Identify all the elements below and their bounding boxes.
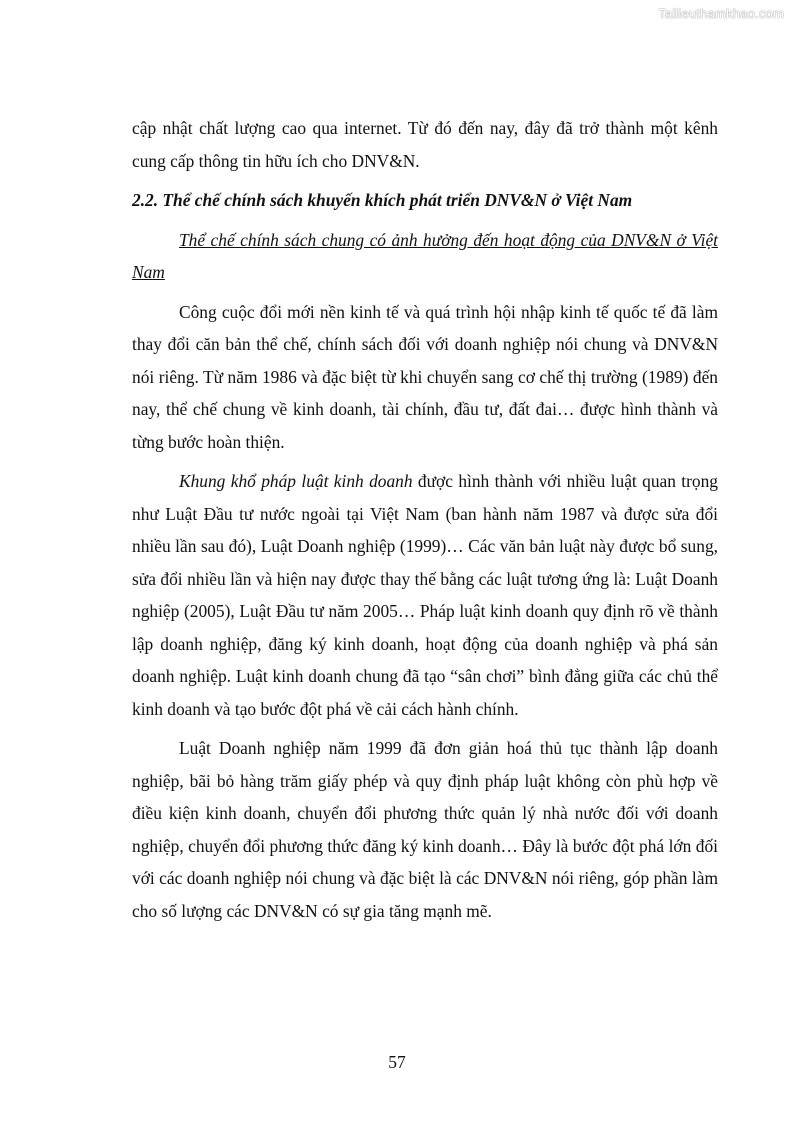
paragraph xyxy=(132,465,718,725)
document-body xyxy=(132,112,718,927)
section-heading: 2.2. Thể chế chính sách khuyến khích phát triển DNV&N ở Việt Nam xyxy=(132,190,633,210)
subsection-heading xyxy=(132,224,718,289)
paragraph: Công cuộc đổi mới nền kinh tế và quá trình hội nhập kinh tế quốc tế đã làm thay đổi căn bản thể chế, chính sách đối với doanh nghiệp nói chung và DNV&N nói riêng. Từ năm 1986 và đặc biệt từ khi chuyển sang cơ chế thị trường (1989) đến nay, thể chế chung về kinh doanh, tài chính, đầu tư, đất đai… được hình thành và từng bước hoàn thiện. xyxy=(132,301,718,452)
subsection-heading-text: Thể chế chính sách chung có ảnh hưởng đến hoạt động của DNV&N ở Việt Nam xyxy=(132,229,718,282)
paragraph-lead-italic: Khung khổ pháp luật kinh doanh xyxy=(179,471,413,491)
paragraph: Luật Doanh nghiệp năm 1999 đã đơn giản hoá thủ tục thành lập doanh nghiệp, bãi bỏ hàng trăm giấy phép và quy định pháp luật không còn phù hợp về điều kiện kinh doanh, chuyển đổi phương thức quản lý nhà nước đối với doanh nghiệp, chuyển đổi phương thức đăng ký kinh doanh… Đây là bước đột phá lớn đối với các doanh nghiệp nói chung và đặc biệt là các DNV&N nói riêng, góp phần làm cho số lượng các DNV&N có sự gia tăng mạnh mẽ. xyxy=(132,738,718,921)
paragraph-continuation: cập nhật chất lượng cao qua internet. Từ đó đến nay, đây đã trở thành một kênh cung cấp thông tin hữu ích cho DNV&N. xyxy=(132,118,718,171)
page-number: 57 xyxy=(388,1052,406,1072)
paragraph-text: được hình thành với nhiều luật quan trọng như Luật Đầu tư nước ngoài tại Việt Nam (ban hành năm 1987 và được sửa đổi nhiều lần sau đó), Luật Doanh nghiệp (1999)… Các văn bản luật này được bổ sung, sửa đổi nhiều lần và hiện nay được thay thế bằng các luật tương ứng là: Luật Doanh nghiệp (2005), Luật Đầu tư năm 2005… Pháp luật kinh doanh quy định rõ về thành lập doanh nghiệp, đăng ký kinh doanh, hoạt động của doanh nghiệp và phá sản doanh nghiệp. Luật kinh doanh chung đã tạo “sân chơi” bình đẳng giữa các chủ thể kinh doanh và tạo bước đột phá về cải cách hành chính. xyxy=(132,471,718,719)
watermark: Tailieuthamkhao.com xyxy=(658,6,784,21)
